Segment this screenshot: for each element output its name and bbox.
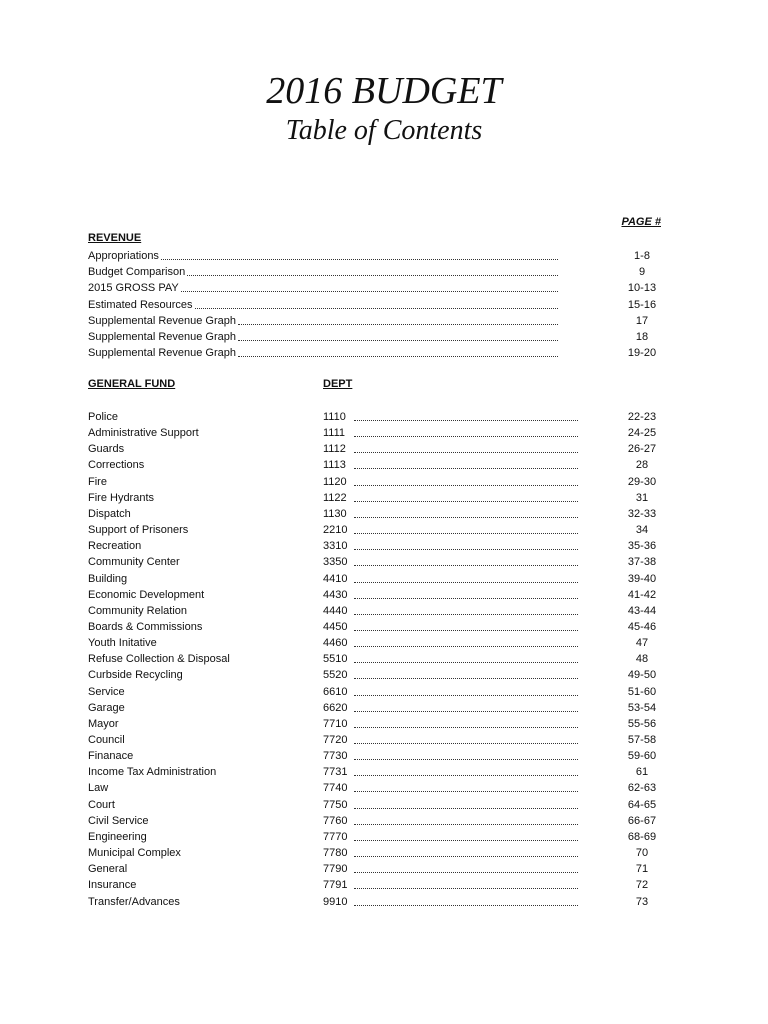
entry-page: 39-40 [627,572,657,585]
dot-leader [354,678,578,679]
toc-entry [88,877,688,893]
entry-label: Recreation [88,540,142,553]
toc-entry [88,248,688,264]
dot-leader [354,549,578,550]
dot-leader [354,646,578,647]
entry-label: Dispatch [88,507,131,520]
entry-page: 26-27 [627,443,657,456]
entry-page: 35-36 [627,540,657,553]
dot-leader [354,872,578,873]
dot-leader [354,501,578,502]
dot-leader [161,259,558,260]
entry-dept: 1112 [323,443,346,456]
dot-leader [187,275,558,276]
entry-dept: 9910 [323,895,348,908]
entry-label: Mayor [88,717,119,730]
entry-page: 57-58 [627,734,657,746]
toc-entry [88,554,688,570]
toc-entry [88,280,688,296]
entry-label: Economic Development [88,588,205,601]
entry-page: 73 [635,895,649,908]
dot-leader [354,582,578,583]
dot-leader [354,856,578,857]
entry-dept: 7740 [323,782,348,795]
entry-dept: 5510 [323,653,348,666]
entry-label: Boards & Commissions [88,620,203,633]
entry-page: 59-60 [627,750,657,763]
toc-entry [88,861,688,877]
entry-label: Corrections [88,459,145,472]
entry-label: Guards [88,443,125,456]
toc-entry [88,667,688,683]
entry-dept: 7710 [323,717,348,730]
entry-page: 15-16 [627,298,657,311]
dot-leader [181,291,558,292]
entry-page: 24-25 [627,427,657,440]
entry-label: Court [88,798,115,811]
entry-page: 41-42 [627,588,657,601]
entry-page: 32-33 [627,507,657,520]
entry-page: 22-23 [627,411,657,423]
dot-leader [354,468,578,469]
entry-label: Fire [88,475,107,488]
entry-page: 68-69 [627,830,657,843]
dot-leader [238,340,558,341]
dot-leader [354,905,578,906]
entry-dept: 3350 [323,556,348,569]
dept-column-header: DEPT [323,378,353,390]
dot-leader [354,791,578,792]
entry-dept: 1111 [323,427,346,440]
entry-page: 10-13 [627,282,657,295]
entry-dept: 4450 [323,620,348,633]
entry-page: 72 [635,879,649,892]
dot-leader [354,598,578,599]
entry-page: 53-54 [627,701,657,714]
toc-entry [88,313,688,329]
page-subtitle: Table of Contents [285,115,483,146]
entry-page: 49-50 [627,669,657,682]
entry-label: Youth Initative [88,637,157,650]
entry-label: Community Relation [88,604,188,617]
entry-label: 2015 GROSS PAY [88,282,179,295]
entry-page: 1-8 [634,250,650,262]
toc-entry [88,635,688,651]
entry-dept: 7720 [323,734,348,746]
entry-page: 17 [635,314,649,327]
entry-page: 28 [635,459,649,472]
dot-leader [195,308,558,309]
entry-label: Refuse Collection & Disposal [88,653,230,666]
dot-leader [354,485,578,486]
entry-label: Administrative Support [88,427,199,440]
toc-entry [88,684,688,700]
entry-dept: 1110 [323,411,346,423]
entry-page: 19-20 [627,347,657,360]
entry-label: Garage [88,701,125,714]
toc-entry [88,264,688,280]
entry-dept: 5520 [323,669,348,682]
entry-page: 62-63 [627,782,657,795]
general-fund-heading: GENERAL FUND [88,378,176,390]
entry-dept: 4430 [323,588,348,601]
entry-page: 66-67 [627,814,657,827]
toc-entry [88,603,688,619]
dot-leader [354,436,578,437]
dot-leader [354,614,578,615]
dot-leader [354,533,578,534]
entry-dept: 7730 [323,750,348,763]
entry-label: Police [88,411,118,423]
entry-page: 34 [635,524,649,537]
toc-entry [88,748,688,764]
entry-dept: 1120 [323,475,347,488]
revenue-heading: REVENUE [88,232,142,244]
entry-label: Supplemental Revenue Graph [88,347,236,360]
toc-entry [88,619,688,635]
entry-dept: 1113 [323,459,346,472]
entry-dept: 3310 [323,540,348,553]
entry-page: 48 [635,653,649,666]
dot-leader [354,711,578,712]
entry-page: 31 [635,491,649,504]
dot-leader [354,452,578,453]
entry-page: 45-46 [627,620,657,633]
entry-label: Building [88,572,128,585]
page-title: 2016 BUDGET [266,70,502,112]
entry-page: 51-60 [627,685,657,698]
toc-entry [88,651,688,667]
toc-entry [88,764,688,780]
entry-dept: 4410 [323,572,348,585]
entry-page: 55-56 [627,717,657,730]
entry-page: 61 [635,766,649,779]
dot-leader [354,517,578,518]
entry-dept: 7780 [323,847,348,860]
dot-leader [354,695,578,696]
entry-page: 29-30 [627,475,657,488]
dot-leader [354,840,578,841]
entry-page: 71 [635,863,649,876]
toc-entry [88,457,688,473]
entry-label: General [88,863,128,876]
entry-page: 18 [635,331,649,343]
entry-dept: 6610 [323,685,348,698]
dot-leader [354,775,578,776]
toc-entry [88,425,688,441]
entry-label: Estimated Resources [88,298,193,311]
entry-page: 37-38 [627,556,657,569]
dot-leader [354,743,578,744]
entry-label: Transfer/Advances [88,895,180,908]
toc-entry [88,522,688,538]
entry-page: 47 [635,637,649,650]
toc-entry [88,441,688,457]
entry-dept: 1130 [323,507,347,520]
toc-entry [88,845,688,861]
toc-entry [88,490,688,506]
entry-label: Civil Service [88,814,149,827]
toc-entry [88,797,688,813]
entry-label: Appropriations [88,250,159,262]
entry-label: Budget Comparison [88,266,186,279]
toc-entry [88,329,688,345]
entry-dept: 7790 [323,863,348,876]
entry-page: 43-44 [627,604,657,617]
dot-leader [354,630,578,631]
entry-page: 9 [638,266,646,279]
entry-label: Engineering [88,830,147,843]
dot-leader [354,662,578,663]
dot-leader [354,888,578,889]
entry-label: Supplemental Revenue Graph [88,331,236,343]
toc-entry [88,587,688,603]
dot-leader [354,727,578,728]
entry-label: Fire Hydrants [88,491,155,504]
entry-dept: 4460 [323,637,348,650]
entry-label: Supplemental Revenue Graph [88,314,236,327]
entry-page: 70 [635,847,649,860]
entry-dept: 7770 [323,830,348,843]
entry-label: Council [88,734,125,746]
toc-entry [88,700,688,716]
toc-entry [88,813,688,829]
entry-label: Service [88,685,125,698]
entry-dept: 7760 [323,814,348,827]
entry-dept: 6620 [323,701,348,714]
entry-dept: 7791 [323,879,348,892]
toc-entry [88,409,688,425]
toc-entry [88,732,688,748]
dot-leader [354,824,578,825]
entry-label: Municipal Complex [88,847,181,860]
entry-label: Community Center [88,556,180,569]
toc-entry [88,474,688,490]
dot-leader [354,759,578,760]
entry-label: Law [88,782,109,795]
entry-label: Support of Prisoners [88,524,189,537]
dot-leader [238,324,558,325]
toc-entry [88,780,688,796]
toc-entry [88,538,688,554]
entry-label: Curbside Recycling [88,669,183,682]
entry-label: Insurance [88,879,137,892]
entry-dept: 1122 [323,491,347,504]
entry-dept: 4440 [323,604,348,617]
entry-page: 64-65 [627,798,657,811]
entry-dept: 7750 [323,798,348,811]
dot-leader [354,565,578,566]
dot-leader [238,356,558,357]
toc-entry [88,894,688,910]
toc-entry [88,506,688,522]
toc-entry [88,716,688,732]
entry-dept: 2210 [323,524,348,537]
toc-entry [88,571,688,587]
page-number-column-header: PAGE # [621,216,661,228]
dot-leader [354,420,578,421]
entry-label: Income Tax Administration [88,766,217,779]
toc-entry [88,345,688,361]
toc-entry [88,829,688,845]
dot-leader [354,808,578,809]
entry-dept: 7731 [323,766,348,779]
entry-label: Finanace [88,750,134,763]
toc-entry [88,297,688,313]
